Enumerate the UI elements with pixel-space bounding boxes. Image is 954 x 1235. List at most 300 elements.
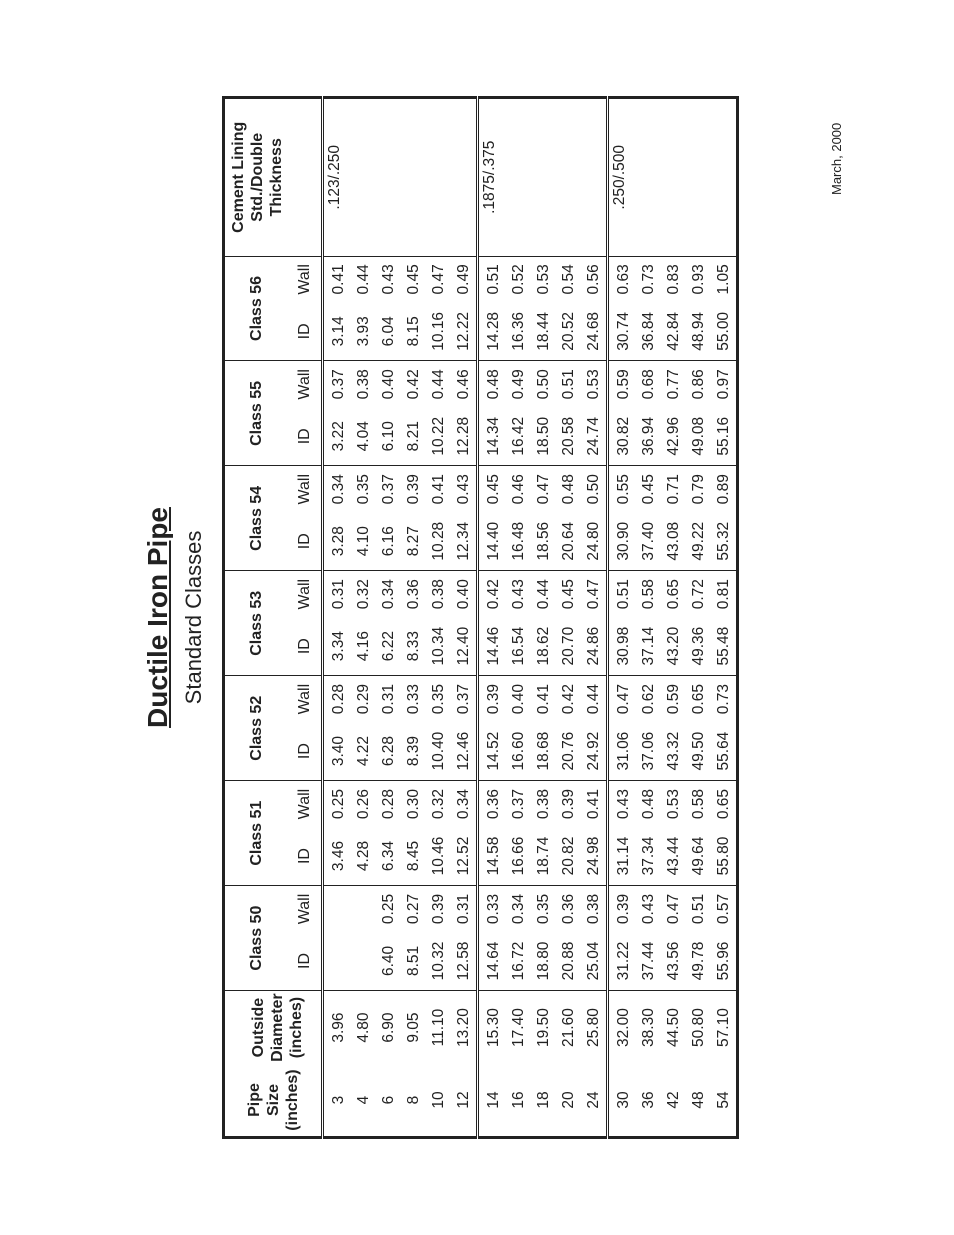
id-cell: 25.04: [581, 932, 608, 991]
id-cell: 3.93: [351, 302, 376, 361]
wall-cell: 0.28: [379, 788, 397, 820]
header-line: Cement Lining: [230, 121, 247, 233]
id-cell: 10.40: [426, 722, 451, 781]
wall-cell: 0.43: [451, 466, 478, 512]
id-cell: 3.28: [323, 512, 352, 571]
id-cell: 18.50: [531, 407, 556, 466]
wall-cell: 0.31: [451, 886, 478, 932]
wall-cell: 0.38: [429, 579, 447, 610]
id-cell: 16.66: [506, 827, 531, 886]
outside-diameter-cell: 19.50: [534, 1008, 552, 1047]
wall-cell: 0.34: [509, 893, 527, 925]
id-cell: 24.74: [581, 407, 608, 466]
page-subtitle: Standard Classes: [181, 530, 206, 705]
header-line: Outside: [250, 997, 267, 1058]
wall-cell: 0.31: [379, 684, 397, 715]
wall-cell: 0.45: [404, 264, 422, 295]
outside-diameter-cell: 25.80: [581, 991, 608, 1064]
wall-cell: 0.41: [429, 474, 447, 505]
pipe-size-cell: 12: [451, 1064, 478, 1137]
wall-cell: 0.48: [639, 788, 657, 820]
outside-diameter-cell: 32.00: [614, 1008, 632, 1047]
id-cell: 3.40: [323, 722, 352, 781]
wall-cell: 0.42: [484, 579, 502, 610]
wall-cell: 0.73: [714, 684, 732, 715]
wall-cell: 0.65: [689, 684, 707, 715]
pipe-size-cell: 54: [714, 1091, 732, 1109]
id-cell: 12.40: [451, 617, 478, 676]
wall-cell: 0.36: [404, 579, 422, 610]
id-cell: 37.06: [636, 722, 661, 781]
wall-cell: 0.50: [534, 369, 552, 400]
table-row: [323, 98, 352, 1138]
pipe-size-cell: 4: [354, 1095, 372, 1105]
id-cell: 12.22: [451, 302, 478, 361]
id-cell: 55.16: [711, 407, 738, 466]
wall-cell: 0.63: [614, 264, 632, 295]
wall-cell: 0.44: [581, 676, 608, 722]
wall-subheader: Wall: [287, 466, 323, 512]
wall-cell: 0.41: [581, 781, 608, 827]
id-cell: 10.22: [426, 407, 451, 466]
id-cell: 55.48: [711, 617, 738, 676]
id-cell: 4.10: [351, 512, 376, 571]
id-cell: 12.28: [451, 407, 478, 466]
id-cell: 49.36: [686, 617, 711, 676]
id-cell: 37.44: [636, 932, 661, 991]
id-cell: 49.64: [686, 827, 711, 886]
wall-cell: 0.39: [429, 893, 447, 925]
wall-cell: 0.28: [329, 684, 347, 715]
pipe-size-cell: 8: [404, 1095, 422, 1105]
header-line: Std./Double: [249, 132, 266, 222]
wall-cell: 0.47: [614, 684, 632, 715]
id-cell: 16.72: [506, 932, 531, 991]
wall-cell: 0.49: [509, 369, 527, 400]
header-line: (inches): [283, 1069, 301, 1131]
wall-cell: 0.73: [639, 264, 657, 295]
id-cell: 6.04: [376, 302, 401, 361]
wall-cell: 0.34: [379, 579, 397, 610]
wall-cell: 0.44: [429, 369, 447, 400]
wall-cell: 0.45: [639, 474, 657, 505]
wall-cell: 0.52: [509, 264, 527, 295]
id-cell: 18.44: [531, 302, 556, 361]
wall-cell: 0.39: [559, 788, 577, 820]
header-line: Pipe: [245, 1083, 263, 1117]
id-cell: 14.46: [478, 617, 507, 676]
id-cell: 55.00: [711, 302, 738, 361]
id-cell: 3.34: [323, 617, 352, 676]
cement-lining-cell: .250/.500: [608, 98, 738, 257]
id-cell: 4.16: [351, 617, 376, 676]
class-56-header: Class 56: [224, 256, 288, 361]
id-cell: 24.80: [581, 512, 608, 571]
class-50-header: Class 50: [224, 886, 288, 991]
id-cell: 12.52: [451, 827, 478, 886]
id-cell: 31.06: [608, 722, 637, 781]
wall-cell: 0.29: [354, 684, 372, 715]
id-cell: 24.86: [581, 617, 608, 676]
header-line: Size: [264, 1084, 282, 1117]
wall-cell: 0.68: [639, 369, 657, 400]
outside-diameter-cell: 17.40: [509, 1008, 527, 1047]
cement-lining-cell: .1875/.375: [478, 98, 608, 257]
id-cell: 20.58: [556, 407, 581, 466]
table-body: [323, 98, 738, 1138]
wall-cell: 0.55: [614, 474, 632, 505]
id-cell: 43.20: [661, 617, 686, 676]
id-cell: 6.28: [376, 722, 401, 781]
id-cell: 6.40: [376, 932, 401, 991]
wall-cell: 0.41: [329, 264, 347, 295]
wall-cell: 1.05: [714, 264, 732, 295]
id-cell: 4.28: [351, 827, 376, 886]
wall-cell: 0.53: [664, 788, 682, 820]
pipe-size-cell: 30: [614, 1091, 632, 1109]
id-cell: 10.28: [426, 512, 451, 571]
id-cell: 6.34: [376, 827, 401, 886]
id-cell: 14.34: [478, 407, 507, 466]
outside-diameter-cell: 21.60: [559, 1008, 577, 1047]
id-cell: 10.46: [426, 827, 451, 886]
wall-cell: 0.35: [534, 893, 552, 925]
wall-subheader: Wall: [287, 781, 323, 827]
id-cell: 55.80: [711, 827, 738, 886]
wall-cell: 0.48: [559, 474, 577, 505]
outside-diameter-cell: 3.96: [329, 1012, 347, 1043]
id-cell: 43.56: [661, 932, 686, 991]
id-cell: 3.46: [323, 827, 352, 886]
id-cell: 24.68: [581, 302, 608, 361]
id-cell: 8.21: [401, 407, 426, 466]
pipe-size-cell: 48: [689, 1091, 707, 1109]
id-cell: 3.22: [323, 407, 352, 466]
id-cell: 12.58: [451, 932, 478, 991]
wall-cell: 0.41: [534, 684, 552, 715]
wall-cell: 0.77: [664, 369, 682, 400]
wall-cell: 0.34: [329, 474, 347, 505]
wall-cell: 0.40: [451, 571, 478, 617]
wall-cell: 0.42: [404, 369, 422, 400]
wall-cell: 0.65: [664, 579, 682, 610]
id-cell: 30.74: [608, 302, 637, 361]
id-subheader: ID: [287, 512, 323, 571]
outside-diameter-cell: 11.10: [429, 1008, 447, 1047]
header-line: Diameter: [269, 993, 286, 1062]
wall-cell: 0.43: [639, 893, 657, 925]
wall-cell: 0.40: [509, 684, 527, 715]
id-cell: 49.78: [686, 932, 711, 991]
class-54-header: Class 54: [224, 466, 288, 571]
id-cell: 31.14: [608, 827, 637, 886]
date-label: March, 2000: [829, 122, 844, 195]
wall-cell: 0.56: [581, 256, 608, 302]
wall-cell: 0.51: [689, 893, 707, 925]
id-cell: 20.82: [556, 827, 581, 886]
id-cell: [351, 932, 376, 991]
outside-diameter-cell: 44.50: [664, 1008, 682, 1047]
outside-diameter-header: [224, 991, 288, 1064]
wall-cell: 0.58: [689, 788, 707, 820]
wall-cell: 0.47: [664, 893, 682, 925]
id-cell: 4.22: [351, 722, 376, 781]
pipe-size-cell: 14: [484, 1091, 502, 1109]
wall-cell: 0.39: [484, 684, 502, 715]
wall-cell: 0.37: [379, 474, 397, 505]
wall-cell: 0.48: [484, 369, 502, 400]
wall-cell: 0.33: [404, 684, 422, 715]
id-cell: 8.51: [401, 932, 426, 991]
id-cell: 4.04: [351, 407, 376, 466]
wall-cell: 0.89: [714, 474, 732, 505]
wall-cell: 0.51: [559, 369, 577, 400]
wall-cell: 0.58: [639, 579, 657, 610]
id-cell: 10.32: [426, 932, 451, 991]
wall-cell: 0.97: [714, 369, 732, 400]
id-cell: 48.94: [686, 302, 711, 361]
outside-diameter-cell: 9.05: [404, 1012, 422, 1043]
id-cell: 37.34: [636, 827, 661, 886]
wall-cell: 0.59: [614, 369, 632, 400]
pipe-size-cell: 3: [329, 1095, 347, 1105]
id-cell: 10.16: [426, 302, 451, 361]
outside-diameter-cell: 38.30: [639, 1008, 657, 1047]
id-cell: 16.36: [506, 302, 531, 361]
class-52-header: Class 52: [224, 676, 288, 781]
id-cell: 14.28: [478, 302, 507, 361]
wall-cell: 0.93: [689, 264, 707, 295]
header-line: Thickness: [268, 138, 285, 217]
class-55-header: Class 55: [224, 361, 288, 466]
wall-cell: 0.38: [581, 886, 608, 932]
id-subheader: ID: [287, 617, 323, 676]
table-row: [608, 98, 637, 1138]
id-subheader: ID: [287, 407, 323, 466]
wall-cell: 0.47: [429, 264, 447, 295]
pipe-class-table: [222, 96, 739, 1139]
pipe-size-cell: 36: [639, 1091, 657, 1109]
id-cell: 55.96: [711, 932, 738, 991]
outside-diameter-cell: 6.90: [379, 1012, 397, 1043]
id-cell: 55.32: [711, 512, 738, 571]
wall-cell: 0.65: [714, 788, 732, 820]
id-cell: 49.22: [686, 512, 711, 571]
id-cell: 49.08: [686, 407, 711, 466]
id-cell: 55.64: [711, 722, 738, 781]
id-cell: 20.64: [556, 512, 581, 571]
wall-cell: 0.46: [509, 474, 527, 505]
id-cell: 43.32: [661, 722, 686, 781]
class-53-header: Class 53: [224, 571, 288, 676]
wall-cell: 0.42: [559, 684, 577, 715]
id-cell: 8.39: [401, 722, 426, 781]
id-cell: 16.48: [506, 512, 531, 571]
id-cell: 31.22: [608, 932, 637, 991]
wall-cell: 0.36: [484, 788, 502, 820]
wall-cell: 0.37: [509, 788, 527, 820]
wall-cell: 0.26: [354, 788, 372, 820]
outside-diameter-cell: 4.80: [354, 1012, 372, 1043]
class-51-header: Class 51: [224, 781, 288, 886]
id-cell: 18.80: [531, 932, 556, 991]
wall-cell: 0.59: [664, 684, 682, 715]
wall-cell: 0.86: [689, 369, 707, 400]
wall-cell: 0.38: [354, 369, 372, 400]
wall-cell: 0.57: [714, 893, 732, 925]
wall-cell: 0.62: [639, 684, 657, 715]
id-cell: 14.58: [478, 827, 507, 886]
id-cell: 20.70: [556, 617, 581, 676]
wall-cell: 0.43: [379, 264, 397, 295]
id-cell: 16.54: [506, 617, 531, 676]
wall-cell: 0.25: [379, 893, 397, 925]
table-row: [478, 98, 507, 1138]
wall-cell: 0.46: [451, 361, 478, 407]
wall-subheader: Wall: [287, 361, 323, 407]
wall-cell: 0.71: [664, 474, 682, 505]
id-cell: 36.94: [636, 407, 661, 466]
id-cell: 24.98: [581, 827, 608, 886]
pipe-size-cell: 20: [559, 1091, 577, 1109]
id-cell: 6.10: [376, 407, 401, 466]
outside-diameter-cell: 57.10: [714, 1008, 732, 1047]
wall-cell: 0.43: [614, 788, 632, 820]
id-subheader: ID: [287, 302, 323, 361]
pipe-size-cell: 16: [509, 1091, 527, 1109]
wall-cell: 0.53: [581, 361, 608, 407]
id-cell: 3.14: [323, 302, 352, 361]
id-subheader: ID: [287, 827, 323, 886]
wall-cell: 0.47: [581, 571, 608, 617]
wall-cell: 0.35: [429, 684, 447, 715]
wall-cell: [323, 886, 352, 932]
pipe-size-cell: 42: [664, 1091, 682, 1109]
wall-cell: 0.37: [451, 676, 478, 722]
id-cell: 18.68: [531, 722, 556, 781]
lining-subheader: [287, 98, 323, 257]
id-cell: 12.34: [451, 512, 478, 571]
id-cell: 20.88: [556, 932, 581, 991]
id-cell: 37.40: [636, 512, 661, 571]
id-cell: 8.45: [401, 827, 426, 886]
page-title: Ductile Iron Pipe: [142, 507, 173, 728]
id-cell: 30.98: [608, 617, 637, 676]
id-cell: 18.74: [531, 827, 556, 886]
pipe-size-cell: 24: [581, 1064, 608, 1137]
wall-cell: 0.47: [534, 474, 552, 505]
wall-cell: 0.34: [451, 781, 478, 827]
wall-cell: 0.38: [534, 788, 552, 820]
id-cell: 8.33: [401, 617, 426, 676]
pipe-size-cell: 18: [534, 1091, 552, 1109]
outside-diameter-cell: 50.80: [689, 1008, 707, 1047]
wall-cell: 0.31: [329, 579, 347, 610]
id-cell: 37.14: [636, 617, 661, 676]
id-cell: 43.44: [661, 827, 686, 886]
id-cell: 43.08: [661, 512, 686, 571]
wall-cell: 0.35: [354, 474, 372, 505]
id-cell: 20.76: [556, 722, 581, 781]
pipe-size-cell: 6: [379, 1095, 397, 1105]
wall-cell: 0.51: [484, 264, 502, 295]
wall-cell: 0.33: [484, 893, 502, 925]
wall-cell: 0.53: [534, 264, 552, 295]
wall-cell: 0.44: [354, 264, 372, 295]
outside-diameter-cell: 13.20: [451, 991, 478, 1064]
wall-cell: 0.72: [689, 579, 707, 610]
wall-cell: 0.79: [689, 474, 707, 505]
id-cell: 12.46: [451, 722, 478, 781]
wall-cell: 0.81: [714, 579, 732, 610]
id-cell: 30.90: [608, 512, 637, 571]
wall-subheader: Wall: [287, 571, 323, 617]
wall-cell: 0.40: [379, 369, 397, 400]
wall-cell: 0.83: [664, 264, 682, 295]
pipe-size-header: [224, 1064, 323, 1137]
id-cell: 6.16: [376, 512, 401, 571]
id-cell: 24.92: [581, 722, 608, 781]
wall-cell: 0.51: [614, 579, 632, 610]
id-cell: 18.56: [531, 512, 556, 571]
id-cell: 8.15: [401, 302, 426, 361]
wall-cell: 0.32: [429, 788, 447, 820]
id-cell: 14.52: [478, 722, 507, 781]
wall-subheader: Wall: [287, 886, 323, 932]
id-cell: 36.84: [636, 302, 661, 361]
id-subheader: ID: [287, 722, 323, 781]
id-cell: 8.27: [401, 512, 426, 571]
cement-lining-header: [224, 98, 288, 257]
id-cell: 14.64: [478, 932, 507, 991]
wall-cell: 0.27: [404, 893, 422, 925]
wall-subheader: Wall: [287, 256, 323, 302]
wall-cell: 0.36: [559, 893, 577, 925]
id-cell: 42.84: [661, 302, 686, 361]
wall-cell: 0.45: [559, 579, 577, 610]
wall-cell: 0.39: [614, 893, 632, 925]
wall-cell: 0.43: [509, 579, 527, 610]
id-cell: 30.82: [608, 407, 637, 466]
outside-diameter-cell: 15.30: [484, 1008, 502, 1047]
id-cell: 42.96: [661, 407, 686, 466]
wall-cell: [351, 886, 376, 932]
wall-cell: 0.49: [451, 256, 478, 302]
pipe-size-cell: 10: [429, 1091, 447, 1109]
id-cell: 10.34: [426, 617, 451, 676]
id-cell: 18.62: [531, 617, 556, 676]
wall-cell: 0.30: [404, 788, 422, 820]
id-cell: 14.40: [478, 512, 507, 571]
wall-cell: 0.25: [329, 788, 347, 820]
wall-cell: 0.37: [329, 369, 347, 400]
id-cell: 16.42: [506, 407, 531, 466]
wall-cell: 0.54: [559, 264, 577, 295]
wall-subheader: Wall: [287, 676, 323, 722]
id-cell: [323, 932, 352, 991]
outside-diameter-unit: (inches): [287, 991, 323, 1064]
id-cell: 49.50: [686, 722, 711, 781]
id-cell: 20.52: [556, 302, 581, 361]
wall-cell: 0.50: [581, 466, 608, 512]
wall-cell: 0.39: [404, 474, 422, 505]
wall-cell: 0.45: [484, 474, 502, 505]
id-subheader: ID: [287, 932, 323, 991]
wall-cell: 0.32: [354, 579, 372, 610]
id-cell: 16.60: [506, 722, 531, 781]
id-cell: 6.22: [376, 617, 401, 676]
wall-cell: 0.44: [534, 579, 552, 610]
